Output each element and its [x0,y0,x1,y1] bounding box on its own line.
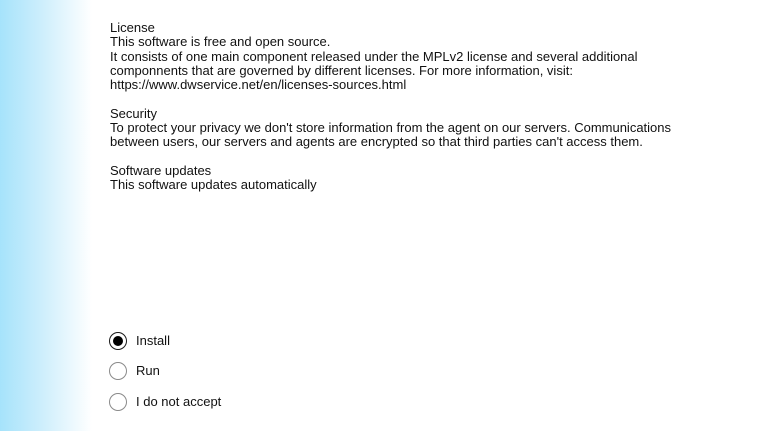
option-install-label[interactable]: Install [136,332,170,348]
updates-section [110,164,750,193]
security-title: Security [110,105,157,121]
security-line-2: between users, our servers and agents are encrypted so that third parties can't access them. [110,134,643,150]
license-line-3: componnents that are governed by different licenses. For more information, visit: [110,62,573,78]
license-line-1: This software is free and open source. [110,34,331,50]
license-title: License [110,20,155,35]
option-do-not-accept[interactable] [109,391,221,412]
security-section [110,107,750,150]
radio-checked-icon[interactable] [109,332,127,350]
radio-unchecked-icon[interactable] [109,362,127,380]
side-gradient-panel [0,0,92,431]
radio-unchecked-icon[interactable] [109,393,127,411]
option-install[interactable] [109,330,221,351]
info-text [110,21,750,207]
security-line-1: To protect your privacy we don't store information from the agent on our servers. Communications [110,120,672,136]
updates-title: Software updates [110,162,212,178]
license-line-2: It consists of one main component released under the MPLv2 license and several additional [110,48,638,64]
license-section [110,21,750,92]
option-do-not-accept-label[interactable]: I do not accept [136,393,222,409]
action-options [109,330,221,422]
option-run-label[interactable]: Run [136,363,160,378]
option-run[interactable] [109,361,221,382]
license-link: https://www.dwservice.net/en/licenses-sources.html [110,77,407,93]
updates-line-1: This software updates automatically [110,177,317,193]
radio-dot-icon [113,336,123,346]
